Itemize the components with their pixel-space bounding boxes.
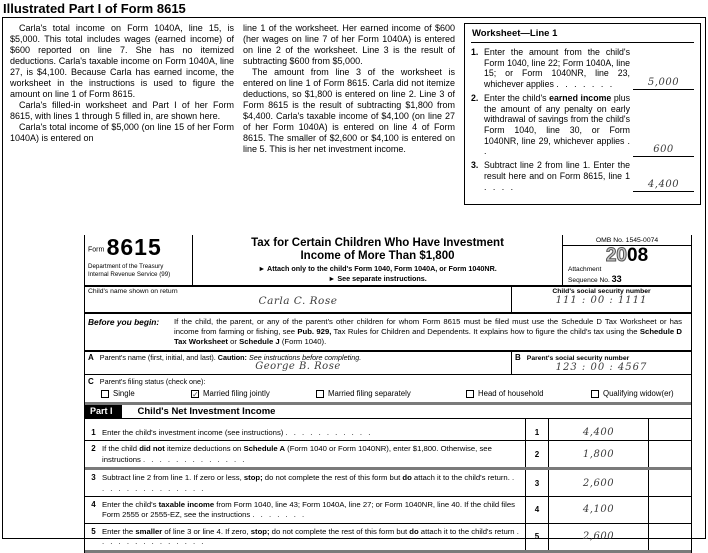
intro-paragraph: Carla's filled-in worksheet and Part I of her Form 8615, with lines 1 through 5 filled in, are shown here.: [10, 99, 234, 121]
filing-status-married-jointly: ✓ Married filing jointly: [192, 389, 270, 399]
form-header: [85, 235, 691, 287]
line-cents-cell: [649, 524, 691, 550]
checkbox-single: [101, 390, 109, 398]
filing-status-head: [88, 377, 688, 386]
dot-leader: . . . . . . . . . . . . . .: [102, 526, 519, 547]
parent-name-value: George B. Rose: [255, 361, 341, 373]
attach-note: ► Attach only to the child's Form 1040, Form 1040A, or Form 1040NR.: [258, 263, 497, 273]
worksheet-item-value: 600: [633, 144, 694, 157]
intro-section: [10, 23, 701, 229]
dot-leader: . . . . . . . . . . . . .: [143, 454, 245, 464]
before-you-begin-row: [85, 314, 691, 352]
see-instructions-note: ► See separate instructions.: [328, 273, 427, 283]
worksheet-item-text: Enter the amount from the child's Form 1040, line 22; Form 1040A, line 15; or Form 1040NR, line 23, whichever applies . . . . . . .: [484, 47, 630, 90]
parent-name-label: Parent's name (first, initial, and last). Caution: See instructions before completing.: [99, 353, 362, 363]
line-box-number: 1: [525, 425, 549, 440]
worksheet-item-2: [471, 93, 694, 157]
omb-block: [563, 235, 691, 285]
line-amount: 2,600: [549, 470, 649, 496]
form-line-1: [85, 425, 691, 441]
dot-leader: . . . . . . . . . . . . . .: [102, 473, 515, 493]
form-word: Form: [88, 246, 105, 254]
line-number: 5: [91, 526, 96, 536]
worksheet-item-number: 3.: [471, 160, 479, 171]
dot-leader: . . . .: [484, 181, 514, 192]
form-title-block: [193, 235, 563, 285]
worksheet-item-text: Enter the child's earned income plus the amount of any penalty on early withdrawal of savings from the child's Form 1040, line 30, or Form 1040NR, line 29, whichever applies . .: [484, 92, 630, 157]
child-name-value: Carla C. Rose: [258, 295, 338, 308]
dot-leader: . . . . . . . . . . .: [285, 428, 371, 438]
worksheet-item-number: 1.: [471, 47, 479, 57]
intro-column-1: [10, 23, 234, 229]
parent-name-cell: [85, 352, 511, 374]
line-description: If the child did not itemize deductions on Schedule A (Form 1040 or Form 1040NR), enter $1,800. Otherwise, see instructions . . . . . . . . . . . . .: [102, 444, 492, 464]
parent-ssn-value: 123 : 00 : 4567: [555, 362, 648, 374]
page-title: Illustrated Part I of Form 8615: [3, 1, 186, 16]
worksheet-column: [464, 23, 701, 229]
checkbox-qualifying-widower: [591, 390, 599, 398]
before-you-begin-text: If the child, the parent, or any of the parent's other children for whom Form 8615 must be filed must use the Schedule D Tax Worksheet or has income from farming or fishing, see Pub. 929, Tax Rules for Children and Dependents. It explains how to figure the child's tax using the Schedule D Tax Worksheet or Schedule J (Form 1040).: [174, 317, 682, 347]
before-you-begin-label: Before you begin:: [88, 317, 160, 328]
line-amount: 1,800: [549, 441, 649, 467]
form-line-3: [85, 470, 691, 497]
intro-paragraph: line 1 of the worksheet. Her earned income of $600 (her wages on line 7 of her Form 1040A) is entered on line 2 of the worksheet. Line 3 is the result of subtracting $600 from $5,000.: [243, 23, 455, 66]
line-box-number: 5: [525, 524, 549, 550]
worksheet-item-text: Subtract line 2 from line 1. Enter the result here and on Form 8615, line 1 . . . .: [484, 160, 630, 192]
form-line-5: [85, 524, 691, 553]
child-name-row: [85, 287, 691, 314]
filing-status-head-of-household: Head of household: [466, 389, 591, 398]
part1-header: [85, 405, 691, 419]
dot-leader: . . . . . . .: [556, 79, 613, 90]
line-cents-cell: [649, 497, 691, 523]
worksheet-item-value: 4,400: [633, 179, 694, 192]
worksheet-item-3: [471, 160, 694, 192]
intro-column-2: [243, 23, 455, 229]
intro-paragraph: The amount from line 3 of the worksheet is entered on line 1 of Form 8615. Carla did not itemize deductions, so $1,800 is entered on line 2. Line 3 of Form 8615 is the result of subtracting $1,800 from $4,400. Carla's taxable income of $4,100 (on line 27 of her Form 1040A) is entered on line 4 of Form 8615. The smaller of $2,600 or $4,100 is entered on line 5. This is her net investment income.: [243, 66, 455, 154]
form-number: 8615: [106, 234, 162, 260]
row-letter-b: B: [515, 353, 521, 363]
child-name-cell: [85, 287, 511, 312]
attachment-sequence: Attachment Sequence No. 33: [568, 265, 622, 284]
child-ssn-label: Child's social security number: [552, 288, 651, 296]
filing-status-label: Parent's filing status (check one):: [99, 377, 206, 387]
form-8615: [84, 235, 692, 553]
part1-badge: Part I: [85, 405, 122, 418]
filing-status-married-separately: Married filing separately: [316, 389, 466, 398]
child-ssn-value: 111 : 00 : 1111: [555, 295, 648, 307]
line-number: 1: [91, 428, 96, 438]
line-cents-cell: [649, 441, 691, 467]
form-line-2: [85, 441, 691, 470]
line-amount: 2,600: [549, 524, 649, 550]
omb-number: OMB No. 1545-0074: [563, 235, 691, 246]
line-number: 3: [91, 473, 96, 483]
form-number-block: [85, 235, 193, 285]
line-description: Subtract line 2 from line 1. If zero or less, stop; do not complete the rest of this form but do attach it to the child's return. . . . . . . . . . . . . . .: [102, 473, 515, 493]
parent-info-row: [85, 352, 691, 375]
checkbox-married-separately: [316, 390, 324, 398]
filing-status-options: [88, 389, 688, 398]
line-description: Enter the child's taxable income from Form 1040, line 43; Form 1040A, line 27; or Form 1040NR, line 40. If the child files Form 2555 or 2555-EZ, see the instructions . . . . . . .: [102, 500, 515, 520]
line-cents-cell: [649, 425, 691, 440]
parent-ssn-label: Parent's social security number: [526, 355, 630, 363]
form-line-4: [85, 497, 691, 524]
dot-leader: . .: [484, 135, 630, 157]
line-number: 2: [91, 444, 96, 454]
dot-leader: . . . . . . .: [252, 510, 305, 520]
line-cents-cell: [649, 470, 691, 496]
row-letter-a: A: [88, 353, 94, 363]
page-body: [2, 17, 706, 547]
line-description: Enter the child's investment income (see instructions) . . . . . . . . . . .: [102, 428, 371, 438]
row-letter-c: C: [88, 377, 94, 387]
worksheet-box: [464, 23, 701, 205]
line-box-number: 3: [525, 470, 549, 496]
checkbox-head-of-household: [466, 390, 474, 398]
worksheet-title: Worksheet—Line 1: [471, 27, 694, 43]
part1-title: Child's Net Investment Income: [137, 406, 276, 418]
child-ssn-cell: [511, 287, 691, 312]
parent-ssn-cell: [511, 352, 691, 374]
line-number: 4: [91, 500, 96, 510]
line-amount: 4,100: [549, 497, 649, 523]
department-line: Department of the Treasury Internal Revenue Service (99): [88, 262, 171, 278]
filing-status-qualifying-widower: Qualifying widow(er): [591, 389, 674, 398]
checkbox-married-jointly: ✓: [192, 389, 199, 399]
intro-paragraph: Carla's total income of $5,000 (on line 15 of her Form 1040A) is entered on: [10, 121, 234, 143]
line-box-number: 2: [525, 441, 549, 467]
line-box-number: 4: [525, 497, 549, 523]
worksheet-item-number: 2.: [471, 92, 479, 103]
worksheet-item-1: [471, 47, 694, 90]
filing-status-single: Single: [101, 389, 191, 398]
line-description: Enter the smaller of line 3 or line 4. If zero, stop; do not complete the rest of this form but do attach it to the child's return . . . . . . . . . . . . . .: [102, 526, 519, 547]
form-title: Tax for Certain Children Who Have Investment Income of More Than $1,800: [251, 237, 504, 262]
line-amount: 4,400: [549, 425, 649, 440]
intro-paragraph: Carla's total income on Form 1040A, line 15, is $5,000. This total includes wages (earned income) of $600 reported on line 7. She has no itemized deductions. Carla's taxable income on Form 1040A, line 27, is $4,100. Because Carla has earned income, the worksheet in the instructions is used to figure the amount on line 1 of Form 8615.: [10, 23, 234, 99]
tax-year: 2008: [605, 245, 649, 266]
filing-status-row: [85, 375, 691, 405]
worksheet-item-value: 5,000: [633, 77, 694, 90]
child-name-label: Child's name shown on return: [88, 288, 178, 296]
